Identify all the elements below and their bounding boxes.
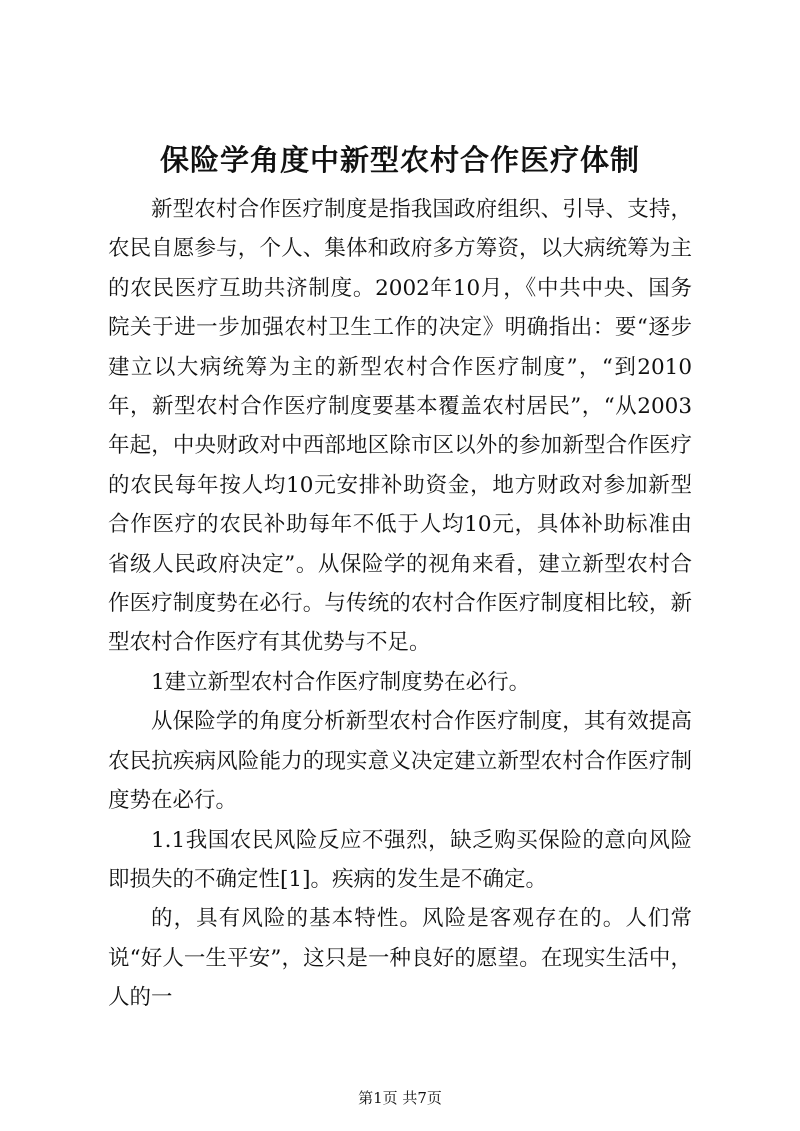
document-body (108, 190, 692, 1018)
section-heading-1: 1建立新型农村合作医疗制度势在必行。 (151, 669, 531, 695)
paragraph-risk: 的，具有风险的基本特性。风险是客观存在的。人们常说“好人一生平安”，这只是一种良好的愿望。在现实生活中，人的一 (108, 906, 692, 1011)
paragraph-section-1: 从保险学的角度分析新型农村合作医疗制度，其有效提高农民抗疾病风险能力的现实意义决定建立新型农村合作医疗制度势在必行。 (108, 709, 692, 814)
document-title: 保险学角度中新型农村合作医疗体制 (159, 143, 640, 177)
subsection-heading-1-1: 1.1我国农民风险反应不强烈，缺乏购买保险的意向风险即损失的不确定性[1]。疾病的发生是不确定。 (108, 827, 692, 892)
paragraph-intro: 新型农村合作医疗制度是指我国政府组织、引导、支持，农民自愿参与，个人、集体和政府多方筹资，以大病统筹为主的农民医疗互助共济制度。2002年10月，《中共中央、国务院关于进一步加强农村卫生工作的决定》明确指出：要“逐步建立以大病统筹为主的新型农村合作医疗制度”，“到2010年，新型农村合作医疗制度要基本覆盖农村居民”，“从2003年起，中央财政对中西部地区除市区以外的参加新型合作医疗的农民每年按人均10元安排补助资金，地方财政对参加新型合作医疗的农民补助每年不低于人均10元，具体补助标准由省级人民政府决定”。从保险学的视角来看，建立新型农村合作医疗制度势在必行。与传统的农村合作医疗制度相比较，新型农村合作医疗有其优势与不足。 (108, 197, 692, 656)
page-number: 第1页 共7页 (358, 1089, 442, 1107)
